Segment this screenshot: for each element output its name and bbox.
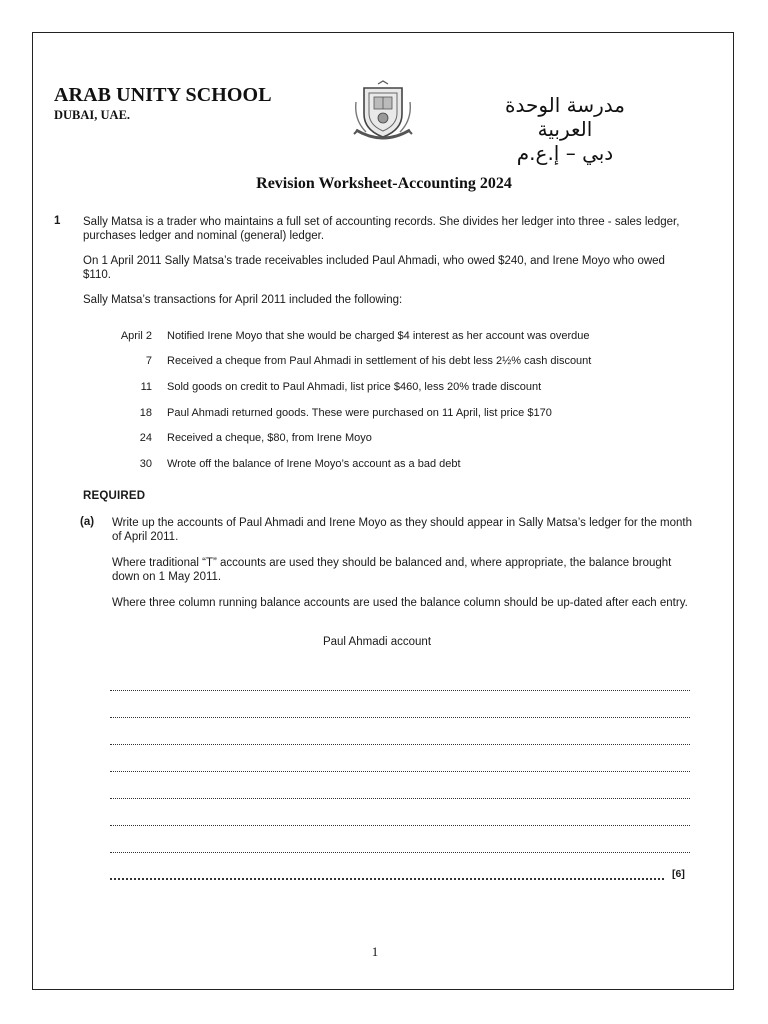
required-heading: REQUIRED	[83, 490, 146, 502]
transaction-text: Received a cheque, $80, from Irene Moyo	[167, 432, 372, 444]
question-intro-3: Sally Matsa’s transactions for April 2011 included the following:	[83, 294, 403, 306]
arabic-name-line-3: دبي – إ.ع.م	[516, 141, 614, 165]
transaction-text: Wrote off the balance of Irene Moyo’s account as a bad debt	[167, 458, 461, 470]
school-name: ARAB UNITY SCHOOL	[54, 84, 272, 106]
answer-line[interactable]	[110, 744, 690, 745]
transaction-row	[104, 381, 704, 393]
transaction-text: Notified Irene Moyo that she would be charged $4 interest as her account was overdue	[167, 330, 590, 342]
transaction-text: Received a cheque from Paul Ahmadi in settlement of his debt less 2½% cash discount	[167, 355, 592, 367]
arabic-name-line-2: العربية	[537, 117, 593, 141]
part-a-instruction-2: Where traditional “T” accounts are used they should be balanced and, where appropriate, the balance brought down on 1 May 2011.	[112, 557, 672, 583]
transaction-text: Sold goods on credit to Paul Ahmadi, list price $460, less 20% trade discount	[167, 381, 542, 393]
answer-line[interactable]	[110, 690, 690, 691]
transaction-text: Paul Ahmadi returned goods. These were purchased on 11 April, list price $170	[167, 407, 552, 419]
question-intro-2: On 1 April 2011 Sally Matsa’s trade receivables included Paul Ahmadi, who owed $240, and Irene Moyo who owed $110.	[83, 255, 665, 281]
marks-label: [6]	[672, 868, 685, 880]
answer-line[interactable]	[110, 825, 690, 826]
school-name-arabic	[470, 93, 660, 165]
answer-line[interactable]	[110, 878, 664, 880]
question-intro-1: Sally Matsa is a trader who maintains a full set of accounting records. She divides her ledger into three - sales ledger, purchases ledger and nominal (general) ledger.	[83, 216, 680, 242]
school-location: DUBAI, UAE.	[54, 108, 131, 122]
transaction-row	[104, 330, 704, 342]
answer-line[interactable]	[110, 771, 690, 772]
transaction-date: 11	[140, 381, 152, 393]
transaction-row	[104, 355, 704, 367]
school-crest-icon	[352, 80, 414, 144]
answer-line[interactable]	[110, 798, 690, 799]
transaction-row	[104, 432, 704, 444]
arabic-name-line-1: مدرسة الوحدة	[504, 93, 626, 117]
transaction-date: 30	[139, 458, 152, 470]
transaction-row	[104, 407, 704, 419]
transaction-date: 7	[145, 355, 152, 367]
worksheet-title: Revision Worksheet-Accounting 2024	[256, 175, 512, 192]
part-a-instruction-1: Write up the accounts of Paul Ahmadi and Irene Moyo as they should appear in Sally Matsa’s ledger for the month of April 2011.	[112, 517, 693, 543]
answer-line[interactable]	[110, 852, 690, 853]
transaction-row	[104, 458, 704, 470]
question-number: 1	[54, 215, 61, 227]
account-heading: Paul Ahmadi account	[322, 636, 432, 648]
transaction-date: April 2	[120, 330, 152, 342]
part-a-instruction-3: Where three column running balance accounts are used the balance column should be up-dated after each entry.	[112, 597, 688, 609]
answer-line[interactable]	[110, 717, 690, 718]
page-number: 1	[371, 944, 379, 959]
part-a-label: (a)	[80, 516, 95, 528]
transaction-date: 18	[139, 407, 152, 419]
transaction-date: 24	[139, 432, 152, 444]
